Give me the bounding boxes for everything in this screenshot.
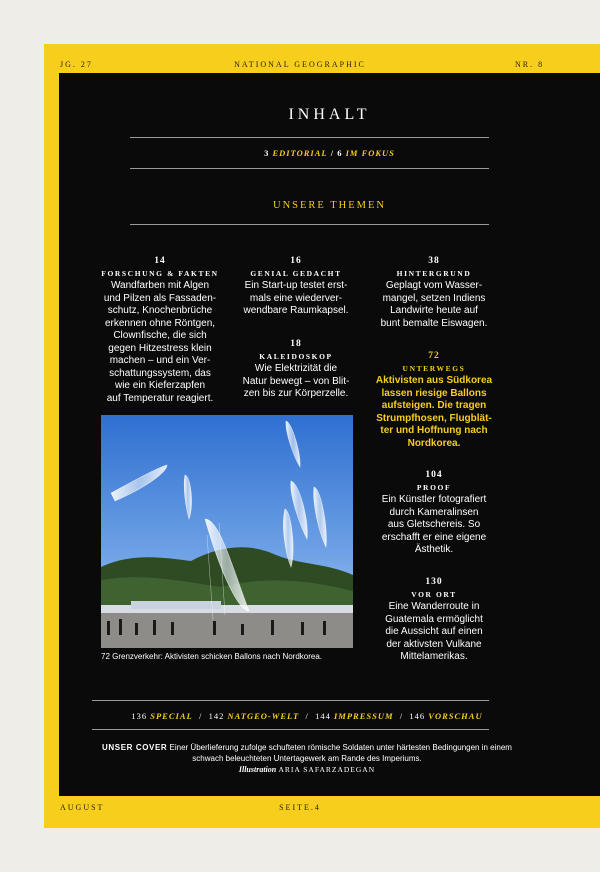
subnav <box>59 148 600 158</box>
item-page: 104 <box>425 470 443 480</box>
photo-caption <box>101 652 361 661</box>
link-page: 136 <box>131 711 148 721</box>
item-label: PROOF <box>416 483 452 492</box>
item-page: 130 <box>425 577 443 587</box>
item-description: Wandfarben mit Algen und Pilzen als Fassaden- schutz, Knochenbrüche erkennen ohne Röntgen, Clownfische, die sich gegen Hitzestress klein machen – und ein Ver- schattungssystem, das wie ein Kieferzapfen auf Temperatur reagiert. <box>103 280 217 404</box>
magazine-name: NATIONAL GEOGRAPHIC <box>234 60 366 69</box>
balloon-illustration <box>101 415 353 648</box>
item-description: Wie Elektrizität die Natur bewegt – von Blit- zen bis zur Körperzelle. <box>242 363 350 399</box>
bottom-links: 136 SPECIAL / 142 NATGEO-WELT / 144 IMPRESSUM / 146 VORSCHAU <box>131 711 483 721</box>
item-description: Eine Wanderroute in Guatemala ermöglicht die Aussicht auf einen der aktivsten Vulkane Mittelamerikas. <box>385 601 483 662</box>
volume-label: JG. 27 <box>60 60 93 69</box>
link-natgeo-welt[interactable]: NATGEO-WELT <box>227 711 300 721</box>
link-page: 142 <box>208 711 225 721</box>
item-label: FORSCHUNG & FAKTEN <box>101 269 219 278</box>
divider <box>130 137 489 138</box>
item-description: Aktivisten aus Südkorea lassen riesige Ballons aufsteigen. Die tragen Strumpfhosen, Flugblät- ter und Hoffnung nach Nordkorea. <box>375 375 493 449</box>
subnav-page-1: 3 <box>264 148 270 158</box>
item-page: 72 <box>428 351 440 361</box>
caption-page: 72 <box>101 652 110 661</box>
subnav-link-im-fokus[interactable]: IM FOKUS <box>345 148 395 158</box>
divider <box>130 168 489 169</box>
month-label: AUGUST <box>60 803 105 812</box>
subnav-link-editorial[interactable]: EDITORIAL <box>272 148 328 158</box>
link-page: 146 <box>409 711 426 721</box>
subnav-separator: / <box>330 148 335 158</box>
issue-number: NR. 8 <box>515 60 545 69</box>
toc-item[interactable] <box>366 470 502 557</box>
cover-credit-name: ARIA SAFARZADEGAN <box>278 765 376 774</box>
page-number: SEITE.4 <box>279 803 321 812</box>
item-page: 16 <box>290 256 302 266</box>
caption-text: Grenzverkehr: Aktivisten schicken Ballons nach Nordkorea. <box>112 652 323 661</box>
toc-item[interactable] <box>228 256 364 318</box>
section-title: UNSERE THEMEN <box>272 200 386 211</box>
item-page: 14 <box>154 256 166 266</box>
item-page: 38 <box>428 256 440 266</box>
item-label: UNTERWEGS <box>402 364 466 373</box>
cover-credit-label: Illustration <box>238 765 277 774</box>
item-page: 18 <box>290 339 302 349</box>
link-vorschau[interactable]: VORSCHAU <box>428 711 483 721</box>
toc-item[interactable] <box>366 577 502 664</box>
cover-heading: UNSER COVER <box>102 743 168 752</box>
link-page: 144 <box>315 711 331 721</box>
divider <box>92 729 489 730</box>
page-title: INHALT <box>288 106 371 123</box>
cover-note <box>92 742 522 775</box>
cover-text: Einer Überlieferung zufolge schufteten römische Soldaten unter härtesten Bedingungen in einem schwach beleuchteten Untertagewerk am Rande des Imperiums. <box>169 743 512 763</box>
item-label: KALEIDOSKOP <box>259 352 333 361</box>
item-label: HINTERGRUND <box>396 269 472 278</box>
toc-item[interactable] <box>92 256 228 405</box>
subnav-page-2: 6 <box>337 148 343 158</box>
item-label: GENIAL GEDACHT <box>250 269 342 278</box>
toc-item[interactable] <box>366 256 502 330</box>
divider <box>92 700 489 701</box>
item-description: Geplagt vom Wasser- mangel, setzen Indiens Landwirte heute auf bunt bemalte Eiswagen. <box>380 280 488 329</box>
item-label: VOR ORT <box>411 590 457 599</box>
divider <box>130 224 489 225</box>
link-impressum[interactable]: IMPRESSUM <box>333 711 394 721</box>
toc-item[interactable] <box>228 339 364 401</box>
item-description: Ein Künstler fotografiert durch Kameralinsen aus Gletschereis. So erschafft er eine eigene Ästhetik. <box>381 494 487 555</box>
link-special[interactable]: SPECIAL <box>150 711 193 721</box>
toc-item-featured[interactable] <box>366 351 502 450</box>
item-description: Ein Start-up testet erst- mals eine wiederver- wendbare Raumkapsel. <box>243 280 349 316</box>
balloon-photo[interactable] <box>101 415 353 648</box>
